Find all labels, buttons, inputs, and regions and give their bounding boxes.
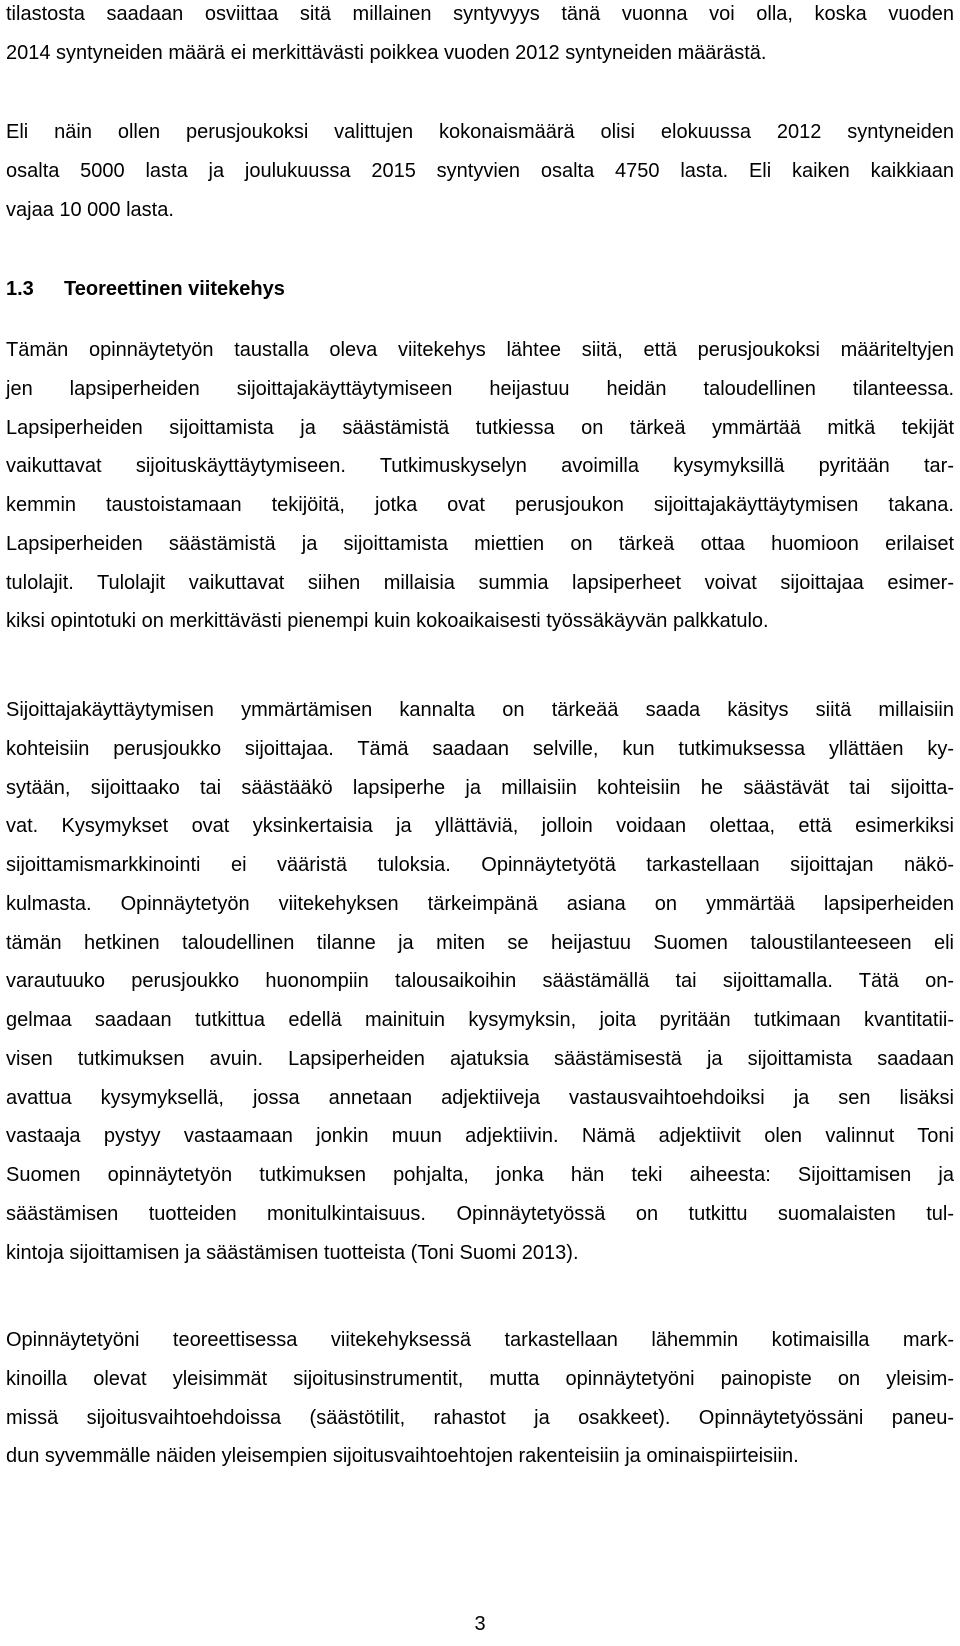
framework-paragraph [6,331,954,641]
text-line: visen tutkimuksen avuin. Lapsiperheiden ajatuksia säästämisestä ja sijoittamista saadaan [6,1047,954,1070]
text-line: tulolajit. Tulolajit vaikuttavat siihen millaisia summia lapsiperheet voivat sijoittajaa esimer- [6,571,954,594]
text-line: säästämisen tuotteiden monitulkintaisuus. Opinnäytetyössä on tutkittu suomalaisten tul- [6,1202,954,1225]
text-line: gelmaa saadaan tutkittua edellä mainituin kysymyksin, joita pyritään tutkimaan kvantitatii- [6,1009,954,1031]
intro-paragraph [6,0,954,73]
text-line: Sijoittajakäyttäytymisen ymmärtämisen kannalta on tärkeää saada käsitys siitä millaisiin [6,699,954,721]
text-line: Lapsiperheiden säästämistä ja sijoittamista miettien on tärkeä ottaa huomioon erilaiset [6,532,954,555]
text-line: kohteisiin perusjoukko sijoittajaa. Tämä saadaan selville, kun tutkimuksessa yllättäen ky- [6,737,954,760]
text-line: avattua kysymyksellä, jossa annetaan adjektiiveja vastausvaihtoehdoiksi ja sen lisäksi [6,1086,954,1109]
text-line: Suomen opinnäytetyön tutkimuksen pohjalta, jonka hän teki aiheesta: Sijoittamisen ja [6,1164,954,1186]
text-line: kinoilla olevat yleisimmät sijoitusinstrumentit, mutta opinnäytetyöni painopiste on yleisim- [6,1367,954,1390]
text-line: Tämän opinnäytetyön taustalla oleva viitekehys lähtee siitä, että perusjoukoksi määriteltyjen [6,339,954,361]
section-number: 1.3 [6,278,34,300]
text-line: tilastosta saadaan osviittaa sitä millainen syntyvyys tänä vuonna voi olla, koska vuoden [6,3,954,25]
page-number: 3 [474,1613,486,1635]
text-line: vaikuttavat sijoituskäyttäytymiseen. Tutkimuskyselyn avoimilla kysymyksillä pyritään tar- [6,455,954,478]
text-line: vat. Kysymykset ovat yksinkertaisia ja yllättäviä, jolloin voidaan olettaa, että esimerkiksi [6,815,954,838]
section-heading [6,270,285,308]
text-line: osalta 5000 lasta ja joulukuussa 2015 syntyvien osalta 4750 lasta. Eli kaiken kaikkiaan [6,159,954,182]
text-line: Opinnäytetyöni teoreettisessa viitekehyksessä tarkastellaan lähemmin kotimaisilla mark- [6,1329,954,1351]
text-line: vastaaja pystyy vastaamaan jonkin muun adjektiivin. Nämä adjektiivit olen valinnut Toni [6,1125,954,1148]
text-line: 2014 syntyneiden määrä ei merkittävästi poikkea vuoden 2012 syntyneiden määrästä. [6,41,767,64]
text-line: tämän hetkinen taloudellinen tilanne ja miten se heijastuu Suomen taloustilanteeseen eli [6,931,954,954]
section-title: Teoreettinen viitekehys [64,278,285,300]
text-line: varautuuko perusjoukko huonompiin talousaikoihin säästämällä tai sijoittamalla. Tätä on- [6,970,954,993]
text-line: dun syvemmälle näiden yleisempien sijoitusvaihtoehtojen rakenteisiin ja ominaispiirteisiin. [6,1445,799,1468]
thesis-paragraph [6,1321,954,1476]
text-line: Eli näin ollen perusjoukoksi valittujen kokonaismäärä olisi elokuussa 2012 syntyneiden [6,121,954,143]
text-line: vajaa 10 000 lasta. [6,198,174,221]
text-line: kemmin taustoistamaan tekijöitä, jotka ovat perusjoukon sijoittajakäyttäytymisen takana. [6,494,954,516]
text-line: jen lapsiperheiden sijoittajakäyttäytymiseen heijastuu heidän taloudellinen tilanteessa. [6,377,954,400]
understanding-paragraph [6,691,954,1272]
text-line: kulmasta. Opinnäytetyön viitekehyksen tärkeimpänä asiana on ymmärtää lapsiperheiden [6,892,954,915]
text-line: kintoja sijoittamisen ja säästämisen tuotteista (Toni Suomi 2013). [6,1241,579,1264]
text-line: sijoittamismarkkinointi ei vääristä tuloksia. Opinnäytetyötä tarkastellaan sijoittajan näkö- [6,854,954,876]
text-line: kiksi opintotuki on merkittävästi pienempi kuin kokoaikaisesti työssäkäyvän palkkatulo. [6,610,769,633]
total-population-paragraph [6,113,954,229]
text-line: sytään, sijoittaako tai säästääkö lapsiperhe ja millaisiin kohteisiin he säästävät tai sijoitta- [6,776,954,799]
text-line: missä sijoitusvaihtoehdoissa (säästötilit, rahastot ja osakkeet). Opinnäytetyössäni paneu- [6,1406,954,1429]
text-line: Lapsiperheiden sijoittamista ja säästämistä tutkiessa on tärkeä ymmärtää mitkä tekijät [6,416,954,439]
